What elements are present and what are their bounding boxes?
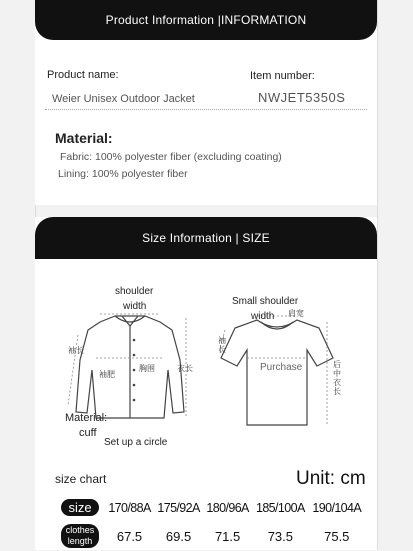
info-divider [45,109,367,110]
product-info-header: Product Information |INFORMATION [35,0,377,40]
item-number-label: Item number: [250,70,315,82]
length-pill [61,524,100,548]
length-pill-line1: clothes [65,524,95,535]
small-shoulder-label: Small shoulder [232,296,299,307]
material-diagram-label: Material: [65,412,108,424]
tshirt-width-label: width [251,311,275,322]
chest-cn: 胸围 [139,364,155,373]
shoulder-label: shoulder [115,286,154,297]
length-value-3: 71.5 [214,528,241,544]
length-value-5: 75.5 [324,528,350,544]
cuff-label: cuff [79,427,97,439]
product-name-label: Product name: [47,69,119,81]
back-length-cn: 后中衣长 [333,360,341,396]
length-value-1: 67.5 [116,528,143,544]
length-row-header [55,521,105,551]
sleeve-fat-cn: 袖肥 [99,370,115,379]
size-col-4: 185/100A [255,501,305,515]
length-value-2: 69.5 [165,528,192,544]
tshirt-sleeve-cn: 袖长 [218,336,226,354]
size-col-2: 175/92A [157,501,200,515]
size-table [55,495,365,551]
size-chart-title: size chart [55,472,107,486]
unit-label: Unit: cm [296,468,366,489]
sleeve-length-cn: 袖长 [68,346,84,355]
size-col-5: 190/104A [312,501,362,515]
size-row-header [55,495,105,521]
purchase-label: Purchase [260,362,303,373]
size-info-header: Size Information | SIZE [35,217,377,259]
right-guide-line [377,0,378,550]
product-name-value: Weier Unisex Outdoor Jacket [52,93,195,105]
length-row [55,521,365,551]
size-pill: size [61,499,98,516]
item-number-value: NWJET5350S [258,90,346,105]
material-lining: Lining: 100% polyester fiber [58,168,188,180]
length-value-4: 73.5 [267,528,293,544]
material-fabric: Fabric: 100% polyester fiber (excluding coating) [60,151,282,163]
length-cn: 衣长 [177,364,193,373]
size-header-row [55,495,365,521]
width-label: width [123,301,147,312]
size-col-3: 180/96A [206,501,249,515]
material-title: Material: [55,130,113,146]
circle-label: Set up a circle [104,437,168,448]
shoulder-cn: 肩宽 [288,309,304,318]
length-pill-line2: length [67,535,93,546]
size-col-1: 170/88A [108,501,151,515]
